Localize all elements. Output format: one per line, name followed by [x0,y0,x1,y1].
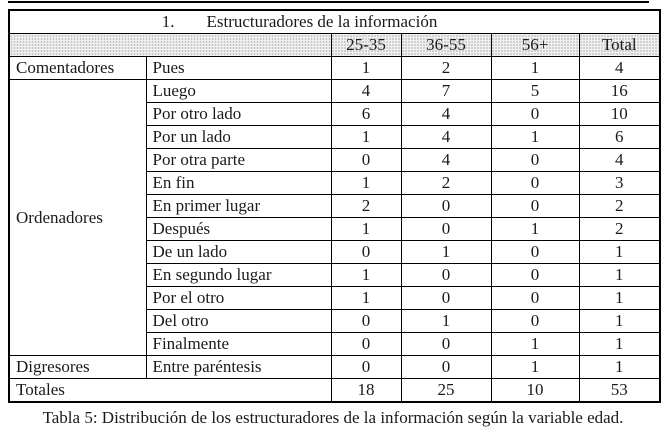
table-row [9,356,660,379]
marker-cell: En segundo lugar [146,264,331,287]
value-cell: 2 [331,195,401,218]
value-cell: 0 [491,287,579,310]
value-cell: 16 [579,80,660,103]
totals-value-36-55: 25 [401,379,491,403]
value-cell: 1 [331,172,401,195]
value-cell: 0 [401,356,491,379]
column-header-56plus: 56+ [491,34,579,57]
value-cell: 4 [331,80,401,103]
value-cell: 1 [331,264,401,287]
table-title-number: 1. [161,12,175,31]
value-cell: 2 [401,172,491,195]
column-header-total: Total [579,34,660,57]
column-header-36-55: 36-55 [401,34,491,57]
value-cell: 1 [579,310,660,333]
value-cell: 0 [401,218,491,241]
value-cell: 0 [331,310,401,333]
value-cell: 0 [491,264,579,287]
value-cell: 4 [579,149,660,172]
value-cell: 4 [401,126,491,149]
value-cell: 5 [491,80,579,103]
value-cell: 0 [491,241,579,264]
totals-row [9,379,660,403]
table-title-row [9,10,660,34]
top-rule [8,1,649,3]
value-cell: 1 [579,333,660,356]
marker-cell: En primer lugar [146,195,331,218]
marker-cell: Por otro lado [146,103,331,126]
value-cell: 1 [491,57,579,80]
value-cell: 4 [401,149,491,172]
value-cell: 0 [401,264,491,287]
value-cell: 1 [401,241,491,264]
marker-cell: En fin [146,172,331,195]
value-cell: 2 [579,195,660,218]
value-cell: 0 [331,149,401,172]
value-cell: 3 [579,172,660,195]
marker-cell: Luego [146,80,331,103]
value-cell: 1 [491,126,579,149]
totals-value-25-35: 18 [331,379,401,403]
marker-cell: Por un lado [146,126,331,149]
table-title-text: Estructuradores de la información [206,12,438,31]
totals-label-cell: Totales [9,379,331,403]
marker-cell: Después [146,218,331,241]
value-cell: 0 [491,310,579,333]
estructuradores-table [8,9,661,403]
group-label-cell: Comentadores [9,57,146,80]
value-cell: 0 [401,287,491,310]
marker-cell: Por otra parte [146,149,331,172]
group-label-cell: Digresores [9,356,146,379]
value-cell: 0 [331,333,401,356]
marker-cell: Por el otro [146,287,331,310]
column-header-25-35: 25-35 [331,34,401,57]
column-header-row [9,34,660,57]
value-cell: 4 [579,57,660,80]
value-cell: 0 [491,149,579,172]
header-empty-cell [9,34,331,57]
group-label-cell: Ordenadores [9,80,146,356]
value-cell: 2 [579,218,660,241]
value-cell: 4 [401,103,491,126]
table-title-cell [9,10,660,34]
value-cell: 1 [331,57,401,80]
value-cell: 0 [331,356,401,379]
value-cell: 0 [331,241,401,264]
marker-cell: Pues [146,57,331,80]
marker-cell: Entre paréntesis [146,356,331,379]
value-cell: 1 [331,126,401,149]
value-cell: 0 [401,195,491,218]
value-cell: 7 [401,80,491,103]
marker-cell: Del otro [146,310,331,333]
value-cell: 1 [331,218,401,241]
value-cell: 0 [491,103,579,126]
value-cell: 10 [579,103,660,126]
value-cell: 1 [401,310,491,333]
table-row [9,57,660,80]
value-cell: 1 [579,287,660,310]
table-caption: Tabla 5: Distribución de los estructuradores de la información según la variable edad. [42,408,624,427]
value-cell: 1 [579,264,660,287]
totals-value-total: 53 [579,379,660,403]
value-cell: 0 [491,195,579,218]
value-cell: 1 [579,241,660,264]
value-cell: 6 [331,103,401,126]
value-cell: 1 [579,356,660,379]
table-row [9,80,660,103]
value-cell: 0 [401,333,491,356]
value-cell: 1 [491,333,579,356]
value-cell: 1 [491,218,579,241]
value-cell: 2 [401,57,491,80]
value-cell: 6 [579,126,660,149]
value-cell: 0 [491,172,579,195]
totals-value-56plus: 10 [491,379,579,403]
value-cell: 1 [491,356,579,379]
table-title-inner [162,11,438,33]
marker-cell: Finalmente [146,333,331,356]
value-cell: 1 [331,287,401,310]
marker-cell: De un lado [146,241,331,264]
